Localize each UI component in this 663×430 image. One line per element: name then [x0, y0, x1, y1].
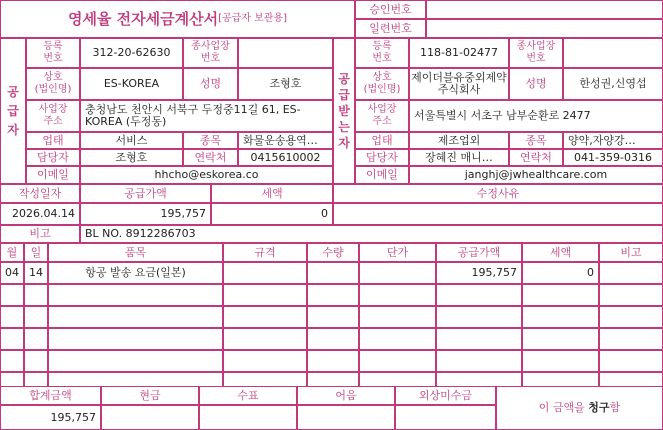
tax-value: 0 [211, 203, 333, 225]
items-header-spec: 규격 [223, 243, 307, 262]
supplier-reg-label: 등록 번호 [26, 38, 80, 68]
item-cell-name [48, 306, 223, 328]
buyer-address-label: 사업장 주소 [355, 100, 409, 132]
item-cell-price [359, 306, 436, 328]
supplier-rep-label: 성명 [183, 68, 238, 100]
cash-label: 현금 [101, 386, 199, 405]
buyer-reg-value: 118-81-02477 [409, 38, 509, 68]
title-text: 영세율 전자세금계산서 [67, 10, 219, 28]
item-cell-spec [223, 306, 307, 328]
approval-no-label: 승인번호 [355, 0, 426, 19]
approval-no-value [426, 0, 663, 19]
item-cell-price [359, 350, 436, 372]
item-cell-qty [307, 262, 359, 284]
item-cell-qty [307, 328, 359, 350]
item-cell-day [24, 284, 48, 306]
item-cell-spec [223, 328, 307, 350]
item-cell-supply [436, 284, 522, 306]
item-cell-supply: 195,757 [436, 262, 522, 284]
items-header-tax: 세액 [522, 243, 599, 262]
item-cell-month [0, 306, 24, 328]
item-cell-month [0, 284, 24, 306]
supply-label: 공급가액 [80, 184, 211, 203]
note-value: BL NO. 8912286703 [80, 225, 663, 243]
supplier-bizitem-value: 화물운송용역… [238, 132, 333, 149]
tax-label: 세액 [211, 184, 333, 203]
buyer-phone-label: 연락처 [509, 149, 563, 166]
supplier-rep-value: 조형호 [238, 68, 333, 100]
buyer-company-label: 상호 (법인명) [355, 68, 409, 100]
buyer-contact-label: 담당자 [355, 149, 409, 166]
item-cell-tax [522, 350, 599, 372]
supplier-phone-value: 0415610002 [238, 149, 333, 166]
buyer-reg-label: 등록 번호 [355, 38, 409, 68]
items-header-month: 월 [0, 243, 24, 262]
supplier-bizitem-label: 종목 [183, 132, 238, 149]
buyer-bizitem-value: 양약,자양강… [563, 132, 663, 149]
supplier-phone-label: 연락처 [183, 149, 238, 166]
items-header-supply: 공급가액 [436, 243, 522, 262]
bill-value [297, 405, 395, 430]
supplier-address-value: 충청남도 천안시 서북구 두정중11길 61, ES-KOREA (두정동) [80, 100, 333, 132]
supplier-group-label: 공 급 자 [0, 38, 26, 184]
item-cell-supply [436, 306, 522, 328]
check-label: 수표 [199, 386, 297, 405]
serial-no-value [426, 19, 663, 38]
supplier-branch-value [238, 38, 333, 68]
buyer-rep-label: 성명 [509, 68, 563, 100]
total-value: 195,757 [0, 405, 101, 430]
buyer-address-value: 서울특별시 서초구 남부순환로 2477 [409, 100, 663, 132]
supplier-email-label: 이메일 [26, 166, 80, 184]
buyer-email-label: 이메일 [355, 166, 409, 184]
credit-label: 외상미수금 [395, 386, 496, 405]
buyer-biztype-value: 제조업외 [409, 132, 509, 149]
buyer-branch-value [563, 38, 663, 68]
item-cell-qty [307, 350, 359, 372]
item-cell-name [48, 284, 223, 306]
buyer-company-value: 제이더블유중외제약 주식회사 [409, 68, 509, 100]
date-value: 2026.04.14 [0, 203, 80, 225]
supplier-address-label: 사업장 주소 [26, 100, 80, 132]
item-cell-name: 항공 발송 요금(일본) [48, 262, 223, 284]
item-cell-month: 04 [0, 262, 24, 284]
note-label: 비고 [0, 225, 80, 243]
items-header-note: 비고 [599, 243, 663, 262]
supplier-company-label: 상호 (법인명) [26, 68, 80, 100]
item-cell-spec [223, 284, 307, 306]
item-cell-day [24, 350, 48, 372]
item-cell-note [599, 262, 663, 284]
item-cell-price [359, 262, 436, 284]
serial-no-label: 일련번호 [355, 19, 426, 38]
buyer-branch-label: 종사업장 번호 [509, 38, 563, 68]
item-cell-tax: 0 [522, 262, 599, 284]
item-cell-note [599, 284, 663, 306]
buyer-group-label: 공 급 받 는 자 [333, 38, 355, 184]
supplier-email-value[interactable]: hhcho@eskorea.co [80, 166, 333, 184]
items-header-item: 품목 [48, 243, 223, 262]
items-header-price: 단가 [359, 243, 436, 262]
buyer-email-value[interactable]: janghj@jwhealthcare.com [409, 166, 663, 184]
item-cell-spec [223, 262, 307, 284]
item-cell-price [359, 284, 436, 306]
buyer-phone-value: 041-359-0316 [563, 149, 663, 166]
claim-suffix: 함 [609, 401, 621, 414]
buyer-rep-value: 한성권,신영섭 [563, 68, 663, 100]
items-header-day: 일 [24, 243, 48, 262]
claim-statement [496, 386, 663, 430]
buyer-bizitem-label: 종목 [509, 132, 563, 149]
supplier-biztype-value: 서비스 [80, 132, 183, 149]
reason-label: 수정사유 [333, 184, 663, 203]
item-cell-qty [307, 284, 359, 306]
bill-label: 어음 [297, 386, 395, 405]
buyer-biztype-label: 업태 [355, 132, 409, 149]
item-cell-qty [307, 306, 359, 328]
reason-value [333, 203, 663, 225]
credit-value [395, 405, 496, 430]
item-cell-supply [436, 350, 522, 372]
supplier-contact-value: 조형호 [80, 149, 183, 166]
supply-value: 195,757 [80, 203, 211, 225]
supplier-company-value: ES-KOREA [80, 68, 183, 100]
cash-value [101, 405, 199, 430]
item-cell-month [0, 350, 24, 372]
item-cell-tax [522, 328, 599, 350]
buyer-contact-value: 장혜진 매니… [409, 149, 509, 166]
supplier-reg-value: 312-20-62630 [80, 38, 183, 68]
items-header-qty: 수량 [307, 243, 359, 262]
item-cell-tax [522, 284, 599, 306]
total-label: 합계금액 [0, 386, 101, 405]
item-cell-price [359, 328, 436, 350]
supplier-biztype-label: 업태 [26, 132, 80, 149]
item-cell-note [599, 350, 663, 372]
item-cell-note [599, 328, 663, 350]
item-cell-name [48, 350, 223, 372]
title-suffix: [공급자 보관용] [218, 13, 288, 24]
supplier-contact-label: 담당자 [26, 149, 80, 166]
check-value [199, 405, 297, 430]
claim-word: 청구 [588, 401, 610, 414]
supplier-branch-label: 종사업장 번호 [183, 38, 238, 68]
claim-prefix: 이 금액을 [538, 401, 585, 414]
item-cell-day [24, 328, 48, 350]
item-cell-day [24, 306, 48, 328]
item-cell-day: 14 [24, 262, 48, 284]
item-cell-name [48, 328, 223, 350]
date-label: 작성일자 [0, 184, 80, 203]
document-title [0, 0, 355, 38]
item-cell-supply [436, 328, 522, 350]
item-cell-note [599, 306, 663, 328]
item-cell-tax [522, 306, 599, 328]
item-cell-spec [223, 350, 307, 372]
item-cell-month [0, 328, 24, 350]
